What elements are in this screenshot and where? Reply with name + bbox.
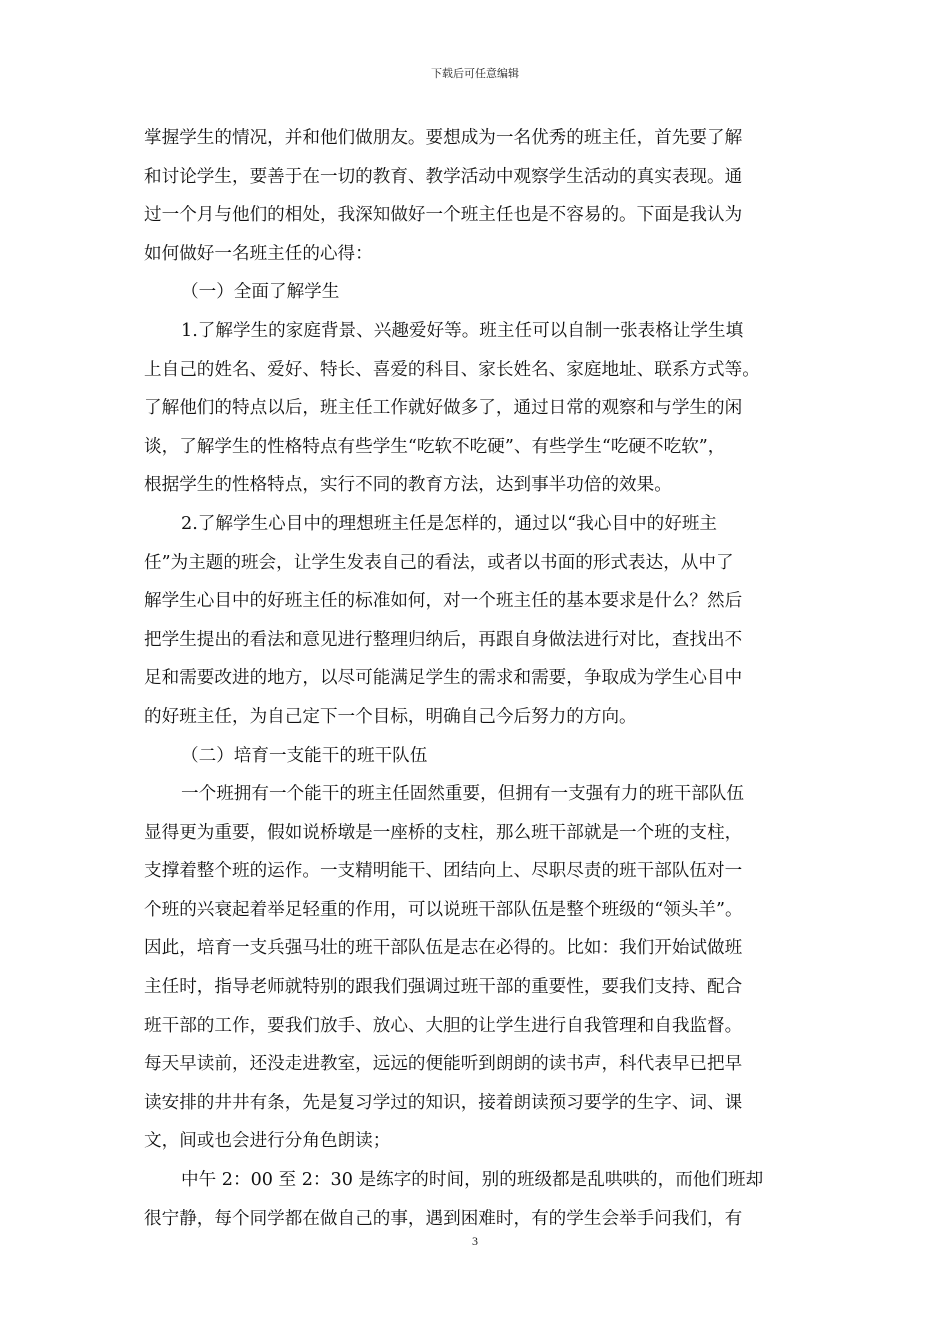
text-line: 谈，了解学生的性格特点有些学生“吃软不吃硬”、有些学生“吃硬不吃软”，	[144, 436, 726, 457]
text-line: 中午 2：00 至 2：30 是练字的时间，别的班级都是乱哄哄的，而他们班却	[181, 1170, 764, 1191]
document-body	[144, 119, 806, 1238]
text-line: 解学生心目中的好班主任的标准如何，对一个班主任的基本要求是什么？然后	[144, 591, 743, 612]
text-line: 班干部的工作，要我们放手、放心、大胆的让学生进行自我管理和自我监督。	[144, 1015, 743, 1036]
text-line: 的好班主任，为自己定下一个目标，明确自己今后努力的方向。	[144, 706, 637, 727]
text-line: 显得更为重要，假如说桥墩是一座桥的支柱，那么班干部就是一个班的支柱，	[144, 822, 743, 843]
text-line: （一）全面了解学生	[181, 282, 340, 303]
text-line: （二）培育一支能干的班干队伍	[181, 745, 428, 766]
text-line: 2.了解学生心目中的理想班主任是怎样的，通过以“我心目中的好班主	[181, 513, 718, 534]
text-line: 掌握学生的情况，并和他们做朋友。要想成为一名优秀的班主任，首先要了解	[144, 128, 743, 148]
text-line: 每天早读前，还没走进教室，远远的便能听到朗朗的读书声，科代表早已把早	[144, 1054, 743, 1075]
text-line: 主任时，指导老师就特别的跟我们强调过班干部的重要性，要我们支持、配合	[144, 977, 743, 998]
text-line: 了解他们的特点以后，班主任工作就好做多了，通过日常的观察和与学生的闲	[144, 398, 743, 419]
text-line: 一个班拥有一个能干的班主任固然重要，但拥有一支强有力的班干部队伍	[181, 784, 745, 805]
page-number: 3	[472, 1234, 478, 1248]
text-line: 根据学生的性格特点，实行不同的教育方法，达到事半功倍的效果。	[144, 475, 672, 496]
text-line: 个班的兴衰起着举足轻重的作用，可以说班干部队伍是整个班级的“领头羊”。	[144, 899, 743, 920]
text-line: 文，间或也会进行分角色朗读；	[144, 1131, 391, 1152]
text-line: 和讨论学生，要善于在一切的教育、教学活动中观察学生活动的真实表现。通	[144, 166, 743, 187]
text-line: 上自己的姓名、爱好、特长、喜爱的科目、家长姓名、家庭地址、联系方式等。	[144, 359, 760, 380]
page-header: 下载后可任意编辑	[431, 67, 519, 80]
text-line: 把学生提出的看法和意见进行整理归纳后，再跟自身做法进行对比，查找出不	[144, 629, 743, 650]
text-line: 1.了解学生的家庭背景、兴趣爱好等。班主任可以自制一张表格让学生填	[181, 320, 744, 341]
text-line: 任”为主题的班会，让学生发表自己的看法，或者以书面的形式表达，从中了	[144, 552, 734, 573]
text-line: 足和需要改进的地方，以尽可能满足学生的需求和需要，争取成为学生心目中	[144, 668, 743, 689]
text-line: 如何做好一名班主任的心得：	[144, 243, 373, 264]
text-line: 很宁静，每个同学都在做自己的事，遇到困难时，有的学生会举手问我们，有	[144, 1208, 743, 1229]
text-line: 因此，培育一支兵强马壮的班干部队伍是志在必得的。比如：我们开始试做班	[144, 938, 743, 959]
text-line: 读安排的井井有条，先是复习学过的知识，接着朗读预习要学的生字、词、课	[144, 1092, 743, 1113]
text-line: 过一个月与他们的相处，我深知做好一个班主任也是不容易的。下面是我认为	[144, 205, 743, 226]
text-line: 支撑着整个班的运作。一支精明能干、团结向上、尽职尽责的班干部队伍对一	[144, 861, 743, 882]
